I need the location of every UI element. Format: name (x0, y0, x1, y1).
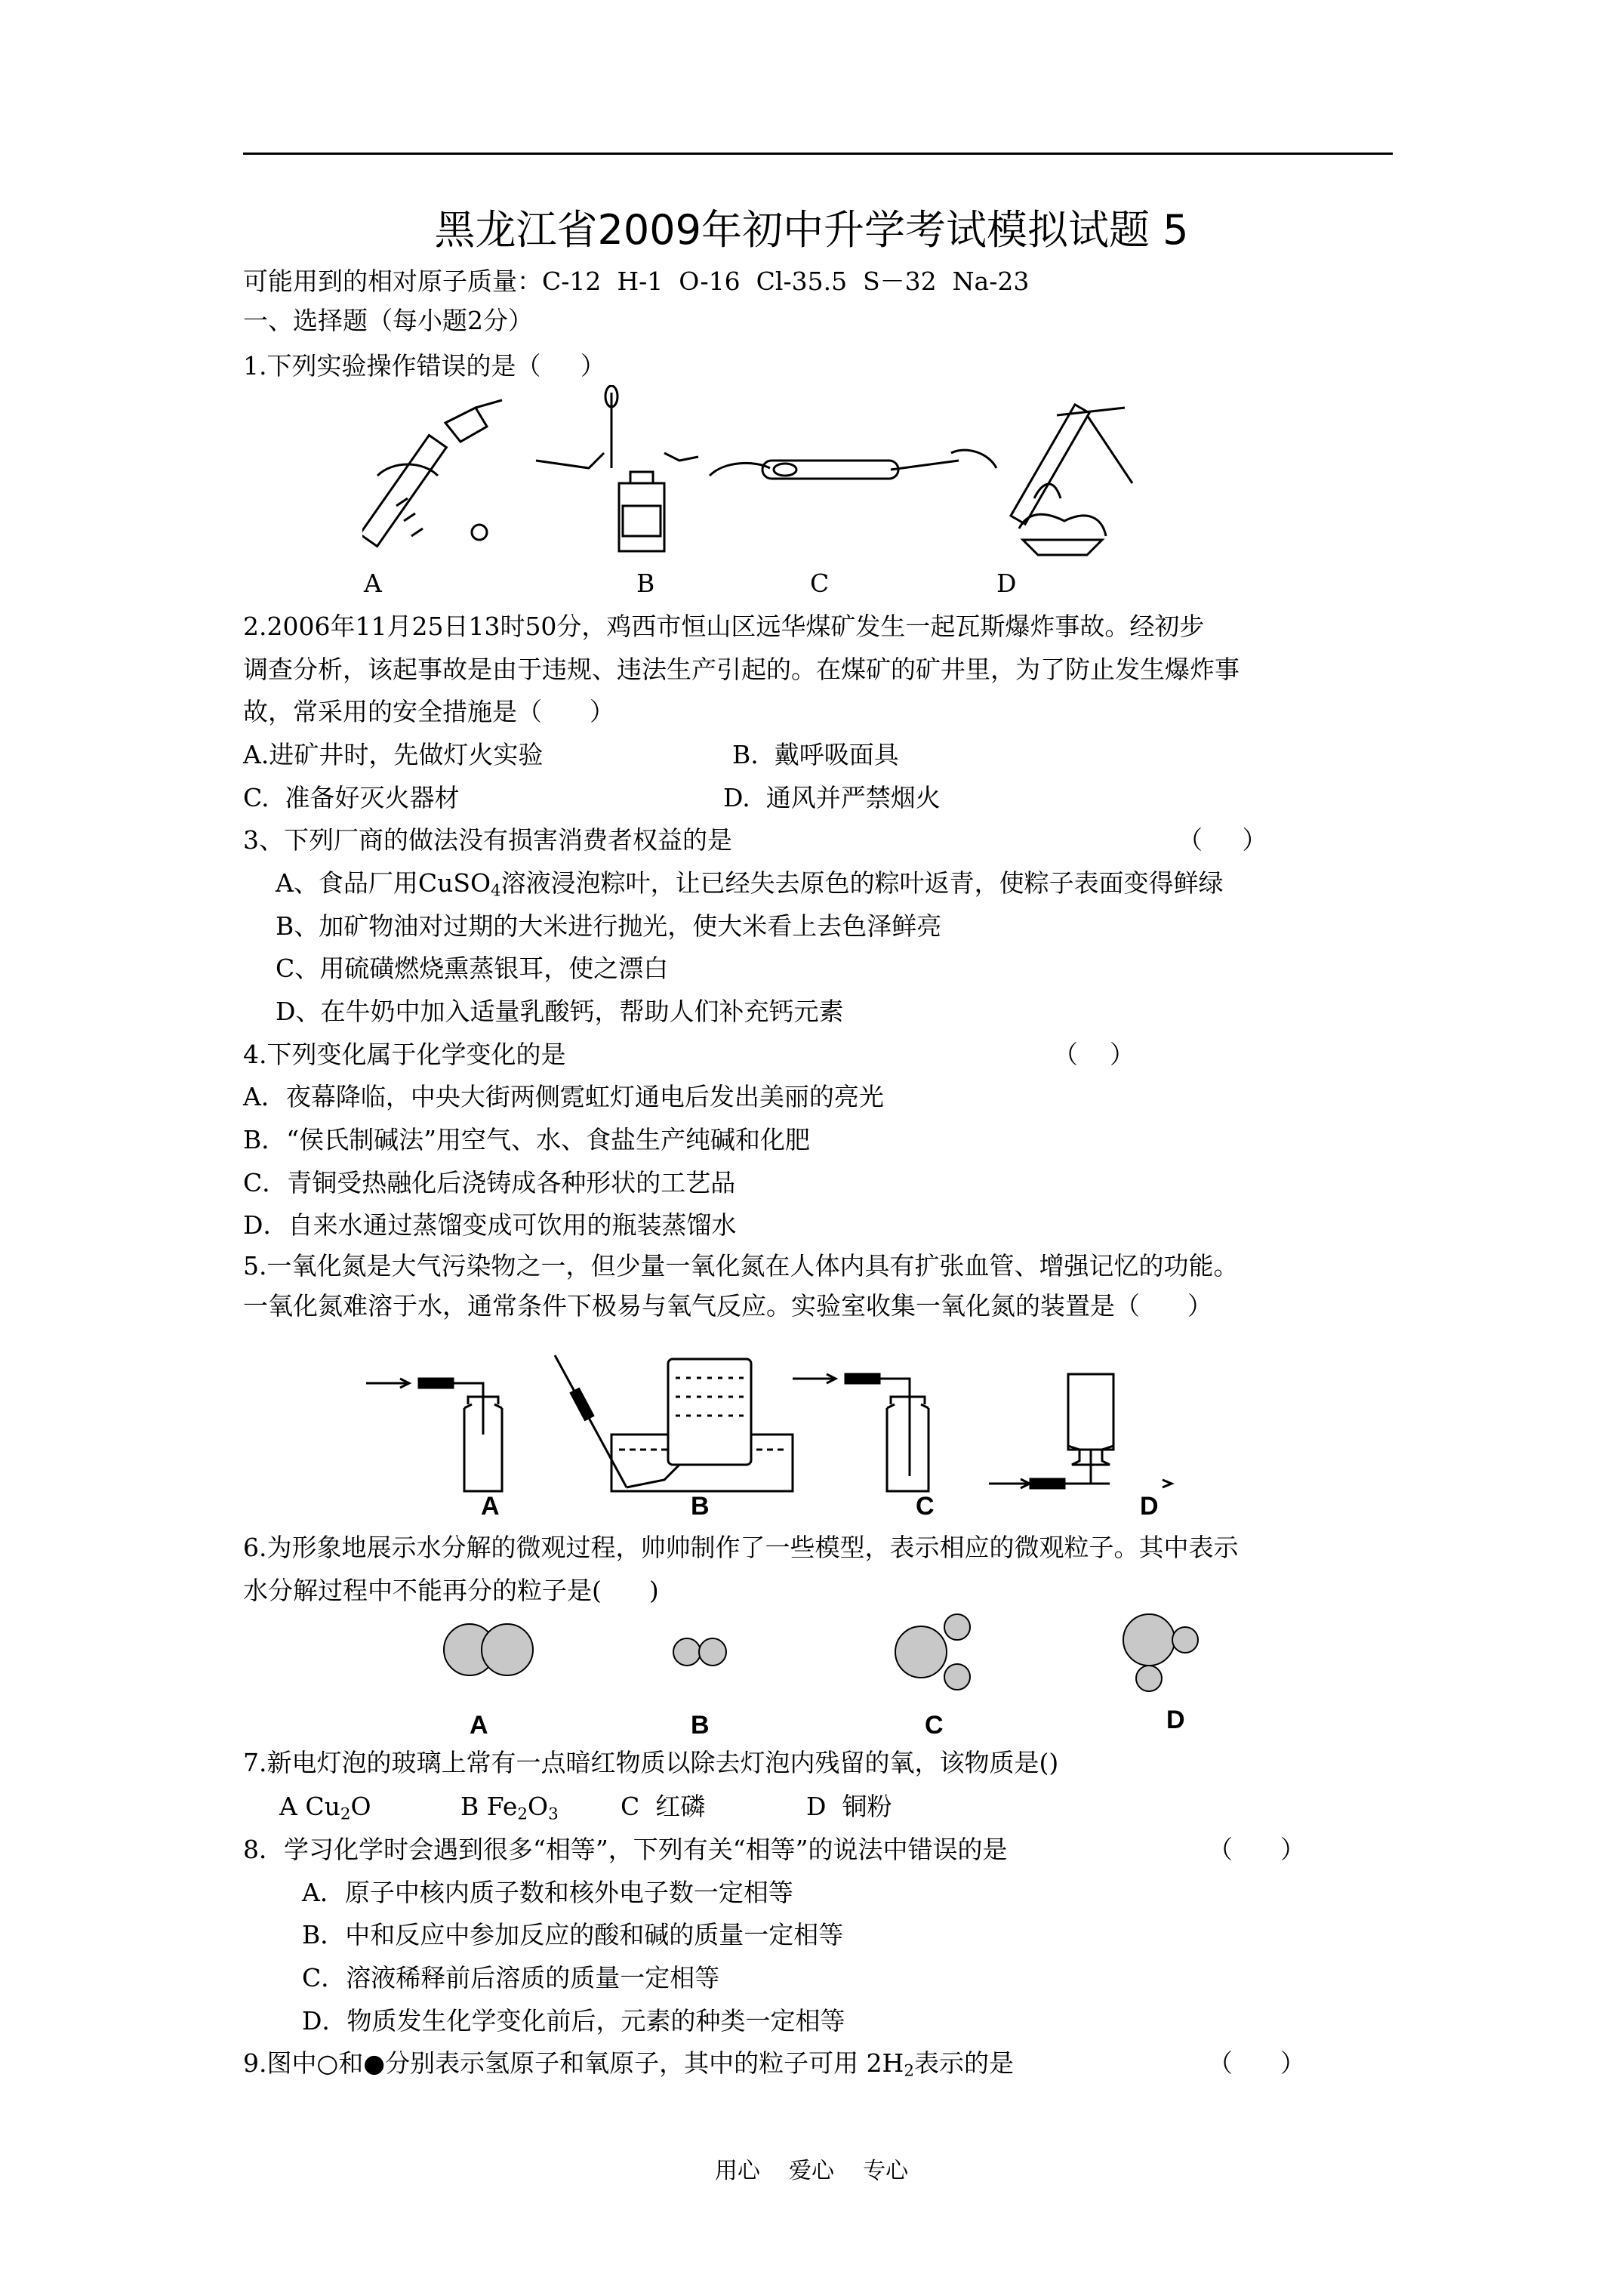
q6-model-b (673, 1638, 726, 1666)
q2-line-1: 2.2006年11月25日13时50分，鸡西市恒山区远华煤矿发生一起瓦斯爆炸事故。经初步 (243, 612, 1205, 641)
q2-option-d: D. 通风并严禁烟火 (723, 783, 941, 812)
q1-lab-figure (362, 385, 1147, 559)
section-heading: 一、选择题（每小题2分） (243, 306, 533, 335)
q2-option-c: C. 准备好灭火器材 (243, 783, 460, 812)
q1-label-d: D (996, 569, 1017, 598)
q1-figure-c (710, 450, 996, 479)
q5-label-d: D (1140, 1492, 1159, 1521)
page-footer: 用心 爱心 专心 (714, 2158, 909, 2184)
q3-option-b: B、加矿物油对过期的大米进行抛光，使大米看上去色泽鲜亮 (276, 911, 942, 941)
q2-option-a: A.进矿井时，先做灯火实验 (243, 740, 544, 769)
q6-model-a (444, 1624, 533, 1675)
q9-answer-paren: （ ） (1208, 2048, 1305, 2078)
q3-answer-paren: （ ） (1178, 825, 1267, 855)
q3-option-d: D、在牛奶中加入适量乳酸钙，帮助人们补充钙元素 (276, 997, 844, 1026)
q8-option-d: D．物质发生化学变化前后，元素的种类一定相等 (302, 2006, 845, 2036)
q4-stem: 4.下列变化属于化学变化的是 (243, 1040, 566, 1069)
q5-line-1: 5.一氧化氮是大气污染物之一，但少量一氧化氮在人体内具有扩张血管、增强记忆的功能。 (243, 1251, 1239, 1281)
page-title: 黑龙江省2009年初中升学考试模拟试题 5 (434, 206, 1189, 254)
q8-option-c: C．溶液稀释前后溶质的质量一定相等 (302, 1963, 720, 1992)
q7-option-c: C 红磷 (621, 1792, 706, 1821)
q2-line-2: 调查分析，该起事故是由于违规、违法生产引起的。在煤矿的矿井里，为了防止发生爆炸事 (243, 655, 1240, 684)
q3-option-a: A、食品厂用CuSO$_4$溶液浸泡粽叶，让已经失去原色的粽叶返青，使粽子表面变得鲜绿 (276, 868, 1224, 901)
q1-stem: 1.下列实验操作错误的是（ ） (243, 351, 605, 381)
q7-stem: 7.新电灯泡的玻璃上常有一点暗红物质以除去灯泡内残留的氧，该物质是() (243, 1748, 1059, 1777)
q4-option-c: C．青铜受热融化后浇铸成各种形状的工艺品 (243, 1168, 736, 1197)
q2-option-b: B. 戴呼吸面具 (732, 740, 899, 769)
q8-stem: 8．学习化学时会遇到很多“相等”，下列有关“相等”的说法中错误的是 (243, 1835, 1008, 1864)
q4-option-d: D．自来水通过蒸馏变成可饮用的瓶装蒸馏水 (243, 1210, 737, 1240)
q6-label-a: A (470, 1711, 488, 1740)
q4-option-b: B．“侯氏制碱法”用空气、水、食盐生产纯碱和化肥 (243, 1125, 810, 1154)
q4-option-a: A．夜幕降临，中央大街两侧霓虹灯通电后发出美丽的亮光 (243, 1082, 884, 1111)
q9-stem: 9.图中○和●分别表示氢原子和氧原子，其中的粒子可用 $2H_2$表示的是 (243, 2048, 1014, 2081)
q5-figure-d (989, 1374, 1172, 1488)
q6-label-c: C (925, 1711, 944, 1740)
q7-option-b: B $Fe_2O_3$ (460, 1792, 559, 1824)
q6-line-2: 水分解过程中不能再分的粒子是( ) (243, 1576, 659, 1605)
q1-figure-d (1011, 405, 1132, 555)
q8-option-a: A．原子中核内质子数和核外电子数一定相等 (302, 1878, 793, 1907)
q5-figure-a (366, 1379, 502, 1491)
q3-stem: 3、下列厂商的做法没有损害消费者权益的是 (243, 825, 732, 855)
q2-line-3: 故，常采用的安全措施是（ ） (243, 697, 614, 726)
q6-particle-models (423, 1601, 1223, 1706)
atomic-masses: 可能用到的相对原子质量：C-12 H-1 O-16 Cl-35.5 S－32 Na-23 (243, 267, 1030, 296)
q6-label-b: B (691, 1711, 710, 1740)
q7-option-a: A $Cu_2O$ (279, 1792, 371, 1824)
q1-label-a: A (364, 569, 382, 598)
q6-line-1: 6.为形象地展示水分解的微观过程，帅帅制作了一些模型，表示相应的微观粒子。其中表示 (243, 1533, 1239, 1562)
q5-line-2: 一氧化氮难溶于水，通常条件下极易与氧气反应。实验室收集一氧化氮的装置是（ ） (243, 1291, 1212, 1321)
q8-option-b: B．中和反应中参加反应的酸和碱的质量一定相等 (302, 1920, 844, 1949)
q1-label-c: C (810, 569, 830, 598)
q4-answer-paren: （ ） (1053, 1040, 1135, 1069)
q3-option-c: C、用硫磺燃烧熏蒸银耳，使之漂白 (276, 954, 669, 983)
q6-model-c (895, 1614, 970, 1690)
q5-label-c: C (916, 1492, 935, 1521)
q5-figure-b (555, 1355, 793, 1491)
q8-answer-paren: （ ） (1208, 1835, 1305, 1864)
q6-label-d: D (1166, 1706, 1185, 1734)
q1-figure-a (362, 400, 502, 547)
q5-figure-c (793, 1374, 929, 1491)
q1-label-b: B (636, 569, 655, 598)
q5-label-b: B (691, 1492, 710, 1521)
q6-model-d (1123, 1614, 1198, 1691)
header-rule (243, 153, 1393, 155)
q5-apparatus-figure (362, 1351, 1178, 1495)
q7-option-d: D 铜粉 (806, 1792, 892, 1821)
q1-figure-b (536, 386, 698, 551)
q5-label-a: A (481, 1492, 500, 1521)
